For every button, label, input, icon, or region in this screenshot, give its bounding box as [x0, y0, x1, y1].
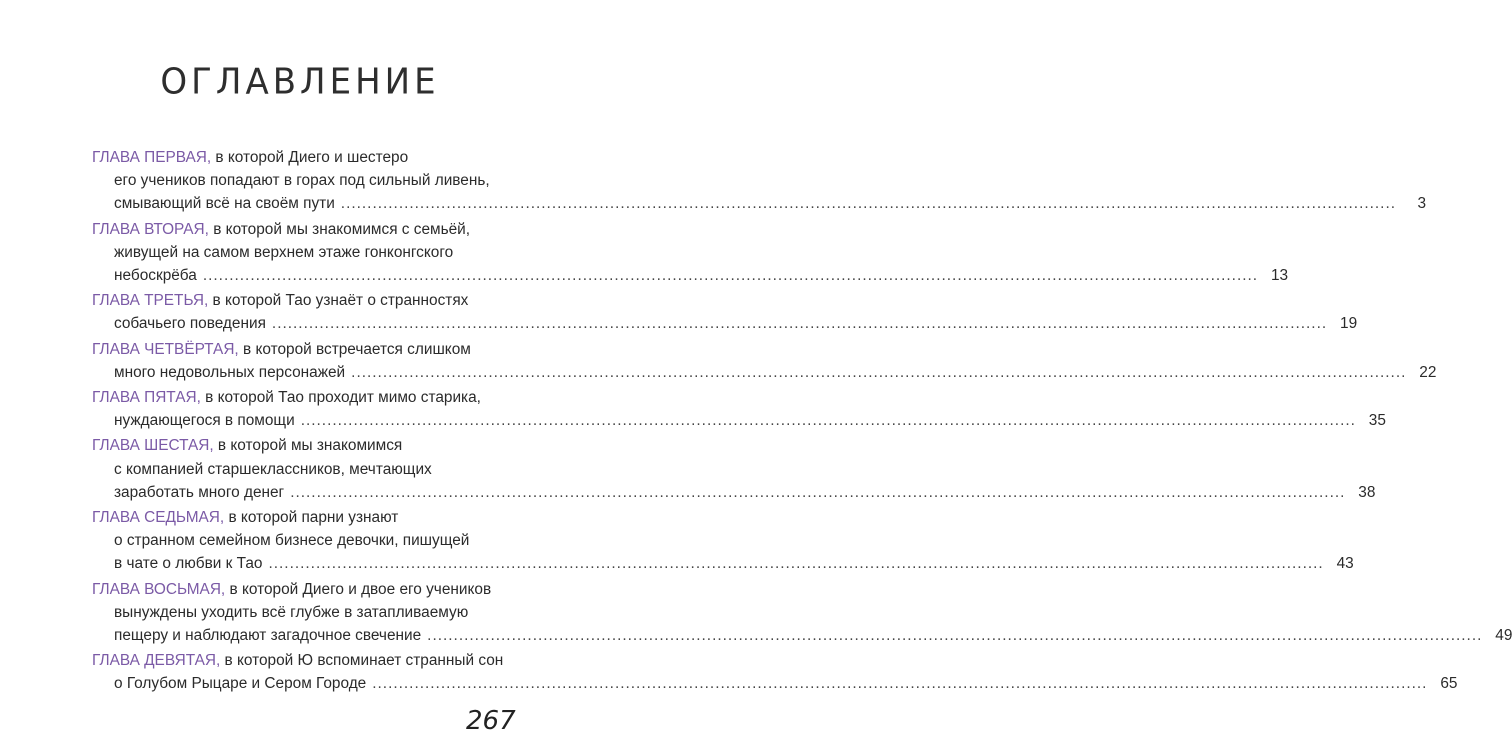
toc-entry-heading — [92, 218, 506, 241]
toc-page-number[interactable]: 13 — [1270, 267, 1289, 285]
table-of-contents — [92, 146, 1512, 698]
toc-entry-last-line — [92, 361, 1437, 384]
dot-leader: ........................................................................................................................................................................................................ — [202, 267, 1259, 285]
chapter-label: ГЛАВА ВОСЬМАЯ, — [92, 580, 226, 598]
page-title: ОГЛАВЛЕНИЕ — [160, 61, 440, 103]
chapter-description-line: его учеников попадают в горах под сильный ливень, — [114, 172, 490, 190]
toc-entry — [92, 218, 1289, 288]
dot-leader: ........................................................................................................................................................................................................ — [290, 483, 1346, 501]
toc-entry — [92, 289, 1358, 335]
dot-leader: ........................................................................................................................................................................................................ — [372, 675, 1428, 693]
toc-entry-heading — [92, 338, 506, 361]
toc-entry-heading — [92, 578, 506, 601]
chapter-label: ГЛАВА ДЕВЯТАЯ, — [92, 652, 221, 670]
toc-page-number[interactable]: 3 — [1417, 195, 1427, 213]
toc-page-number[interactable]: 49 — [1495, 627, 1512, 645]
toc-entry — [92, 506, 1354, 576]
toc-page-number[interactable]: 43 — [1336, 555, 1354, 573]
toc-entry-last-line — [92, 624, 1512, 647]
toc-entry-last-line — [92, 409, 1386, 432]
dot-leader: ........................................................................................................................................................................................................ — [427, 627, 1483, 645]
chapter-description-end: о Голубом Рыцаре и Сером Городе — [114, 675, 367, 693]
dot-leader: ........................................................................................................................................................................................................ — [340, 195, 1397, 213]
toc-page-number[interactable]: 35 — [1368, 412, 1386, 430]
toc-page-number[interactable]: 38 — [1358, 483, 1376, 501]
toc-entry-last-line — [92, 312, 1358, 335]
page-number: 267 — [466, 706, 516, 736]
chapter-description-line: о странном семейном бизнесе девочки, пишущей — [114, 532, 470, 550]
chapter-label: ГЛАВА СЕДЬМАЯ, — [92, 509, 225, 527]
toc-entry-last-line — [92, 481, 1376, 504]
dot-leader: ........................................................................................................................................................................................................ — [351, 363, 1407, 381]
toc-entry-last-line — [92, 672, 1458, 695]
toc-entry-last-line — [92, 192, 1427, 215]
chapter-label: ГЛАВА ПЯТАЯ, — [92, 389, 201, 407]
toc-page-number[interactable]: 22 — [1419, 363, 1437, 381]
chapter-description: в которой встречается слишком — [238, 340, 471, 358]
chapter-description-end: небоскрёба — [114, 267, 197, 285]
chapter-description-end: заработать много денег — [114, 483, 285, 501]
toc-entry-heading — [92, 434, 506, 457]
chapter-description-end: в чате о любви к Тао — [114, 555, 263, 573]
chapter-description-line: вынуждены уходить всё глубже в затапливаемую — [114, 603, 469, 621]
toc-entry-heading — [92, 649, 506, 672]
chapter-description-end: пещеру и наблюдают загадочное свечение — [114, 627, 422, 645]
chapter-description: в которой мы знакомимся с семьёй, — [208, 220, 471, 238]
toc-entry — [92, 386, 1386, 432]
chapter-description: в которой парни узнают — [224, 509, 399, 527]
toc-page-number[interactable]: 19 — [1340, 315, 1358, 333]
toc-entry-heading — [92, 289, 506, 312]
chapter-label: ГЛАВА ШЕСТАЯ, — [92, 437, 214, 455]
toc-entry-heading — [92, 386, 506, 409]
toc-entry — [92, 434, 1376, 504]
toc-entry — [92, 578, 1512, 648]
dot-leader: ........................................................................................................................................................................................................ — [300, 412, 1356, 430]
chapter-label: ГЛАВА ПЕРВАЯ, — [92, 149, 212, 166]
chapter-description: в которой мы знакомимся — [213, 437, 403, 455]
chapter-description-end: много недовольных персонажей — [114, 363, 346, 381]
chapter-label: ГЛАВА ВТОРАЯ, — [92, 220, 209, 238]
toc-entry-heading — [92, 146, 506, 169]
chapter-description-line: живущей на самом верхнем этаже гонконгского — [114, 243, 454, 261]
chapter-label: ГЛАВА ЧЕТВЁРТАЯ, — [92, 340, 239, 358]
toc-entry-heading — [92, 506, 506, 529]
toc-entry-last-line — [92, 552, 1354, 575]
toc-page-number[interactable]: 65 — [1440, 675, 1458, 693]
chapter-description: в которой Диего и двое его учеников — [225, 580, 492, 598]
toc-entry — [92, 146, 1427, 216]
toc-entry-last-line — [92, 264, 1289, 287]
chapter-description: в которой Диего и шестеро — [211, 149, 409, 166]
chapter-description-end: нуждающегося в помощи — [114, 412, 295, 430]
chapter-description-line: с компанией старшеклассников, мечтающих — [114, 460, 432, 478]
chapter-description-end: смывающий всё на своём пути — [114, 195, 335, 213]
chapter-description: в которой Тао узнаёт о странностях — [208, 292, 469, 310]
chapter-description: в которой Тао проходит мимо старика, — [200, 389, 481, 407]
dot-leader: ........................................................................................................................................................................................................ — [271, 315, 1328, 333]
chapter-label: ГЛАВА ТРЕТЬЯ, — [92, 292, 209, 310]
toc-entry — [92, 338, 1437, 384]
dot-leader: ........................................................................................................................................................................................................ — [268, 555, 1324, 573]
chapter-description-end: собачьего поведения — [114, 315, 266, 333]
chapter-description: в которой Ю вспоминает странный сон — [220, 652, 504, 670]
toc-entry — [92, 649, 1458, 695]
